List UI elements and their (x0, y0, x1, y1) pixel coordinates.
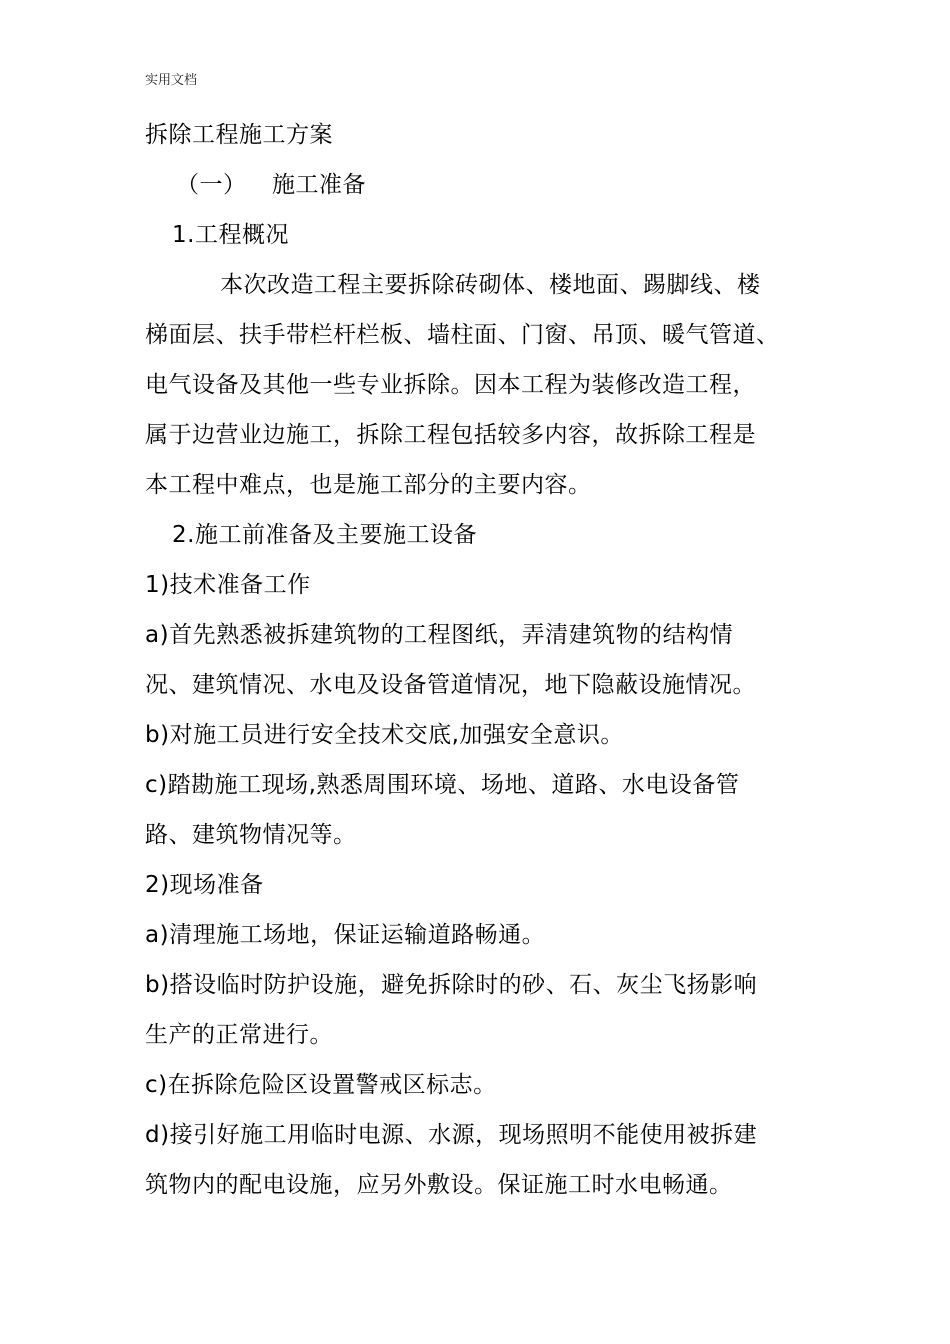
list-heading: 1)技术准备工作 (145, 572, 311, 598)
section-title: 施工准备 (272, 172, 366, 198)
list-item-line: b)对施工员进行安全技术交底,加强安全意识。 (145, 722, 624, 748)
list-item-line: 生产的正常进行。 (145, 1022, 333, 1048)
list-item-line: 况、建筑情况、水电及设备管道情况，地下隐蔽设施情况。 (145, 672, 756, 698)
paragraph-line: 属于边营业边施工，拆除工程包括较多内容，故拆除工程是 (145, 422, 756, 448)
list-item-line: 路、建筑物情况等。 (145, 822, 357, 848)
list-item-line: c)踏勘施工现场,熟悉周围环境、场地、道路、水电设备管 (145, 772, 740, 798)
paragraph-line: 本次改造工程主要拆除砖砌体、楼地面、踢脚线、楼 (220, 272, 761, 298)
section-number: （一） (176, 172, 247, 198)
paragraph-line: 本工程中难点，也是施工部分的主要内容。 (145, 472, 592, 498)
section-heading (176, 170, 366, 200)
list-item-line: b)搭设临时防护设施，避免拆除时的砂、石、灰尘飞扬影响 (145, 972, 758, 998)
header-label: 实用文档 (145, 73, 198, 88)
paragraph-line: 梯面层、扶手带栏杆栏板、墙柱面、门窗、吊顶、暖气管道、 (145, 322, 780, 348)
list-item-line: a)首先熟悉被拆建筑物的工程图纸，弄清建筑物的结构情 (145, 622, 734, 648)
subheading-preparation: 2.施工前准备及主要施工设备 (172, 522, 477, 548)
document-title: 拆除工程施工方案 (145, 122, 333, 148)
paragraph-line: 电气设备及其他一些专业拆除。因本工程为装修改造工程， (145, 372, 756, 398)
list-item-line: d)接引好施工用临时电源、水源，现场照明不能使用被拆建 (145, 1122, 758, 1148)
list-item-line: a)清理施工场地，保证运输道路畅通。 (145, 922, 546, 948)
subheading-project-overview: 1.工程概况 (172, 222, 289, 248)
list-heading: 2)现场准备 (145, 872, 264, 898)
list-item-line: c)在拆除危险区设置警戒区标志。 (145, 1072, 497, 1098)
list-item-line: 筑物内的配电设施，应另外敷设。保证施工时水电畅通。 (145, 1172, 733, 1198)
